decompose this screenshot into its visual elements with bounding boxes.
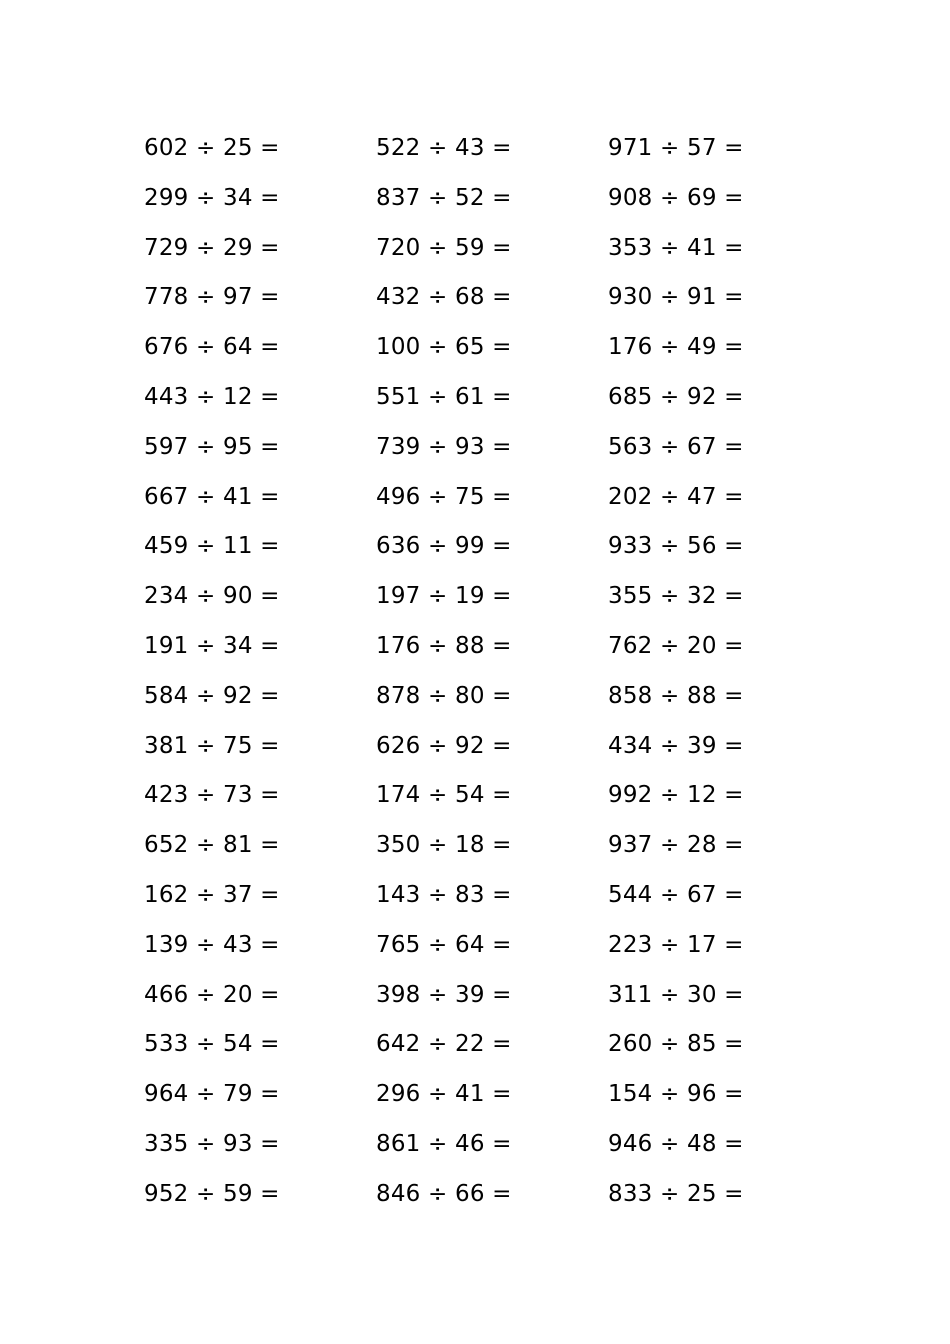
division-problem: 335 ÷ 93 =	[144, 1130, 280, 1157]
division-problem: 355 ÷ 32 =	[608, 583, 744, 610]
division-problem: 626 ÷ 92 =	[376, 732, 512, 759]
division-problem: 143 ÷ 83 =	[376, 881, 512, 908]
division-problem: 533 ÷ 54 =	[144, 1031, 280, 1058]
division-problem: 223 ÷ 17 =	[608, 931, 744, 958]
division-problem: 191 ÷ 34 =	[144, 632, 280, 659]
division-problem: 837 ÷ 52 =	[376, 184, 512, 211]
problem-column-2	[376, 132, 576, 1228]
division-problem: 720 ÷ 59 =	[376, 234, 512, 261]
division-problem: 946 ÷ 48 =	[608, 1130, 744, 1157]
division-problem: 908 ÷ 69 =	[608, 184, 744, 211]
division-problem: 765 ÷ 64 =	[376, 931, 512, 958]
division-problem: 299 ÷ 34 =	[144, 184, 280, 211]
division-problem: 176 ÷ 88 =	[376, 632, 512, 659]
division-problem: 778 ÷ 97 =	[144, 284, 280, 311]
division-problem: 139 ÷ 43 =	[144, 931, 280, 958]
division-problem: 739 ÷ 93 =	[376, 433, 512, 460]
division-problem: 667 ÷ 41 =	[144, 483, 280, 510]
division-problem: 846 ÷ 66 =	[376, 1180, 512, 1207]
division-problem: 544 ÷ 67 =	[608, 881, 744, 908]
division-problem: 353 ÷ 41 =	[608, 234, 744, 261]
division-problem: 937 ÷ 28 =	[608, 832, 744, 859]
division-problem: 296 ÷ 41 =	[376, 1081, 512, 1108]
division-problem: 398 ÷ 39 =	[376, 981, 512, 1008]
division-problem: 162 ÷ 37 =	[144, 881, 280, 908]
division-problem: 584 ÷ 92 =	[144, 682, 280, 709]
division-problem: 933 ÷ 56 =	[608, 533, 744, 560]
division-problem: 833 ÷ 25 =	[608, 1180, 744, 1207]
division-problem: 260 ÷ 85 =	[608, 1031, 744, 1058]
division-problem: 636 ÷ 99 =	[376, 533, 512, 560]
division-problem: 602 ÷ 25 =	[144, 135, 280, 161]
division-problem: 971 ÷ 57 =	[608, 135, 744, 161]
division-problem: 952 ÷ 59 =	[144, 1180, 280, 1207]
division-problem: 202 ÷ 47 =	[608, 483, 744, 510]
division-problem: 432 ÷ 68 =	[376, 284, 512, 311]
division-problem: 676 ÷ 64 =	[144, 334, 280, 361]
division-problem: 443 ÷ 12 =	[144, 383, 280, 410]
division-problem: 642 ÷ 22 =	[376, 1031, 512, 1058]
division-problem: 466 ÷ 20 =	[144, 981, 280, 1008]
division-problem: 100 ÷ 65 =	[376, 334, 512, 361]
division-problem: 964 ÷ 79 =	[144, 1081, 280, 1108]
division-problem: 496 ÷ 75 =	[376, 483, 512, 510]
division-problem: 154 ÷ 96 =	[608, 1081, 744, 1108]
division-problem: 930 ÷ 91 =	[608, 284, 744, 311]
problem-column-3	[608, 132, 808, 1228]
division-problem: 762 ÷ 20 =	[608, 632, 744, 659]
problem-column-1	[144, 132, 344, 1228]
division-problem: 350 ÷ 18 =	[376, 832, 512, 859]
division-problem: 459 ÷ 11 =	[144, 533, 280, 560]
division-problem: 434 ÷ 39 =	[608, 732, 744, 759]
division-problem: 685 ÷ 92 =	[608, 383, 744, 410]
division-problem: 234 ÷ 90 =	[144, 583, 280, 610]
division-problem: 992 ÷ 12 =	[608, 782, 744, 809]
division-problem: 381 ÷ 75 =	[144, 732, 280, 759]
division-problem: 858 ÷ 88 =	[608, 682, 744, 709]
division-problem: 176 ÷ 49 =	[608, 334, 744, 361]
division-problem: 729 ÷ 29 =	[144, 234, 280, 261]
division-problem: 861 ÷ 46 =	[376, 1130, 512, 1157]
division-problem: 551 ÷ 61 =	[376, 383, 512, 410]
division-problem: 652 ÷ 81 =	[144, 832, 280, 859]
division-problem: 423 ÷ 73 =	[144, 782, 280, 809]
division-problem: 563 ÷ 67 =	[608, 433, 744, 460]
division-problem: 311 ÷ 30 =	[608, 981, 744, 1008]
division-problem: 597 ÷ 95 =	[144, 433, 280, 460]
division-problem: 197 ÷ 19 =	[376, 583, 512, 610]
division-problem: 878 ÷ 80 =	[376, 682, 512, 709]
division-problem: 174 ÷ 54 =	[376, 782, 512, 809]
division-problem: 522 ÷ 43 =	[376, 135, 512, 161]
